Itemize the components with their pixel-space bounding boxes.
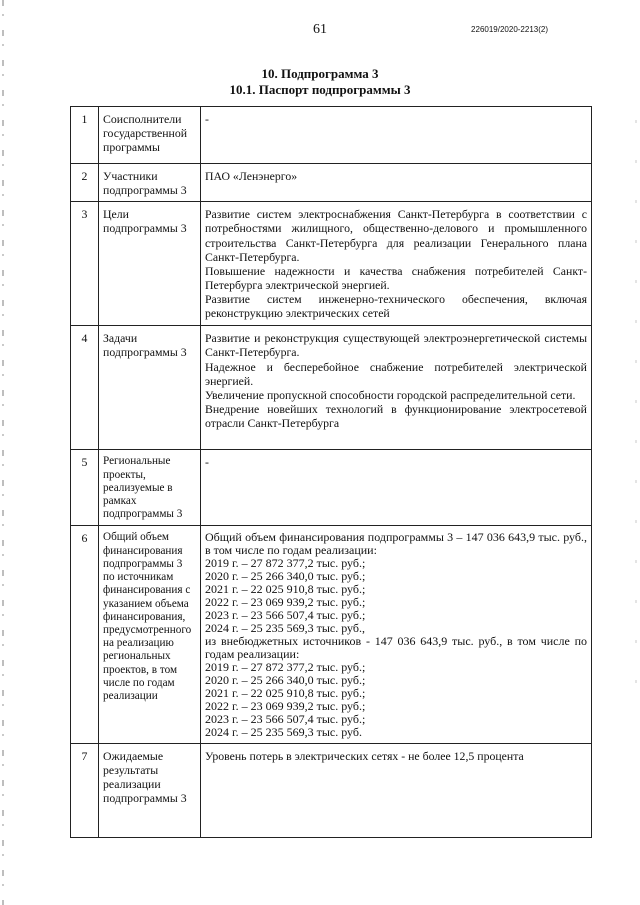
- value-line: 2023 г. – 23 566 507,4 тыс. руб.;: [205, 711, 366, 726]
- value-line: 2022 г. – 23 069 939,2 тыс. руб.;: [205, 698, 366, 713]
- row-value: [201, 326, 592, 450]
- value-line: Развитие систем инженерно-технического обеспечения, включая реконструкцию электрических сетей: [205, 292, 587, 321]
- section-subtitle: 10.1. Паспорт подпрограммы 3: [229, 82, 411, 97]
- row-label: Общий объем финансирования подпрограммы 3 по источникам финансирования с указанием объема финансирования, предусмотренного на реализацию региональных проектов, в том числе по годам реализации: [99, 526, 201, 743]
- table-row: [71, 107, 592, 164]
- value-line: Повышение надежности и качества снабжения потребителей Санкт-Петербурга электрической энергией.: [205, 263, 587, 293]
- value-line: 2019 г. – 27 872 377,2 тыс. руб.;: [205, 556, 366, 571]
- row-number: 1: [71, 107, 99, 164]
- section-title: 10. Подпрограмма 3: [261, 66, 379, 81]
- value-line: 2020 г. – 25 266 340,0 тыс. руб.;: [205, 569, 366, 584]
- value-line: из внебюджетных источников - 147 036 643,9 тыс. руб., в том числе по годам реализации:: [205, 634, 587, 661]
- value-line: Развитие и реконструкция существующей электроэнергетической системы Санкт-Петербурга.: [205, 331, 587, 360]
- row-number: 3: [71, 202, 99, 326]
- scan-edge-right: [635, 120, 637, 720]
- row-number: 4: [71, 326, 99, 450]
- passport-table: [70, 106, 592, 838]
- row-number: 7: [71, 743, 99, 837]
- value-line: Надежное и бесперебойное снабжение потребителей электрической энергией.: [205, 359, 587, 388]
- page-number: 61: [313, 22, 327, 37]
- value-line: 2021 г. – 22 025 910,8 тыс. руб.;: [205, 582, 366, 597]
- value-line: 2021 г. – 22 025 910,8 тыс. руб.;: [205, 685, 366, 700]
- value-line: 2022 г. – 23 069 939,2 тыс. руб.;: [205, 595, 366, 610]
- value-line: -: [205, 112, 209, 126]
- value-line: 2024 г. – 25 235 569,3 тыс. руб.,: [205, 621, 365, 636]
- value-line: Внедрение новейших технологий в функционирование электросетевой отрасли Санкт-Петербурга: [205, 402, 587, 431]
- row-number: 6: [71, 526, 99, 743]
- row-label: Задачи подпрограммы 3: [99, 326, 201, 450]
- value-line: 2020 г. – 25 266 340,0 тыс. руб.;: [205, 672, 366, 687]
- row-value: [201, 202, 592, 326]
- value-line: Увеличение пропускной способности городской распределительной сети.: [205, 387, 576, 402]
- value-line: Общий объем финансирования подпрограммы 3 – 147 036 643,9 тыс. руб., в том числе по годам реализации:: [205, 530, 587, 558]
- value-line: ПАО «Ленэнерго»: [205, 169, 298, 183]
- row-value: [201, 743, 592, 837]
- table-row: [71, 526, 592, 743]
- row-value: [201, 526, 592, 743]
- table-row: [71, 164, 592, 202]
- table-row: [71, 202, 592, 326]
- row-value: [201, 164, 592, 202]
- row-value: [201, 107, 592, 164]
- row-label: Соисполнители государственной программы: [99, 107, 201, 164]
- row-number: 2: [71, 164, 99, 202]
- table-row: [71, 450, 592, 526]
- row-number: 5: [71, 450, 99, 526]
- value-line: Развитие систем электроснабжения Санкт-Петербурга в соответствии с потребностями жилищного, общественно-делового и промышленного строительства Санкт-Петербурга для реализации Генерального плана Санкт-Петербурга.: [205, 207, 587, 264]
- value-line: 2023 г. – 23 566 507,4 тыс. руб.;: [205, 608, 366, 623]
- row-label: Цели подпрограммы 3: [99, 202, 201, 326]
- value-line: -: [205, 455, 209, 470]
- row-value: [201, 450, 592, 526]
- value-line: 2019 г. – 27 872 377,2 тыс. руб.;: [205, 659, 366, 674]
- row-label: Региональные проекты, реализуемые в рамках подпрограммы 3: [99, 450, 201, 526]
- scan-edge-left: [2, 0, 4, 905]
- table-row: [71, 326, 592, 450]
- table-row: [71, 743, 592, 837]
- document-id: 226019/2020-2213(2): [471, 25, 548, 34]
- value-line: Уровень потерь в электрических сетях - не более 12,5 процента: [205, 748, 524, 763]
- row-label: Участники подпрограммы 3: [99, 164, 201, 202]
- row-label: Ожидаемые результаты реализации подпрограммы 3: [99, 743, 201, 837]
- value-line: 2024 г. – 25 235 569,3 тыс. руб.: [205, 724, 362, 739]
